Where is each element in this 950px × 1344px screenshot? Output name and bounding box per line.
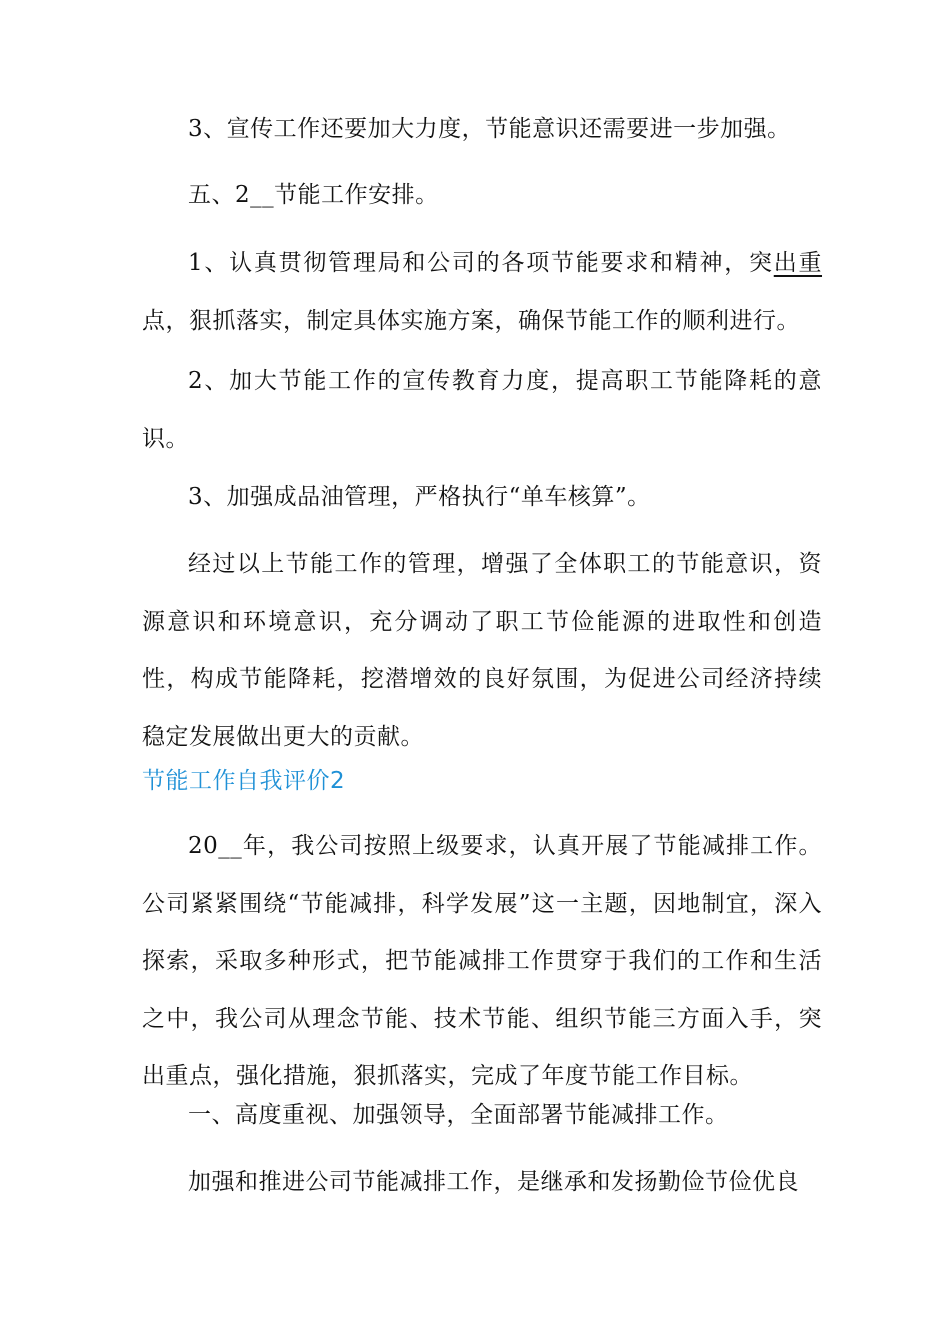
paragraph-section-five-title: 五、2__节能工作安排。 bbox=[188, 182, 439, 208]
section-heading: 节能工作自我评价2 bbox=[142, 768, 346, 794]
underlined-text: 出重 bbox=[773, 250, 823, 276]
paragraph-publicity: 3、宣传工作还要加大力度，节能意识还需要进一步加强。 bbox=[188, 116, 791, 142]
paragraph-arrangement-1-start: 1、认真贯彻管理局和公司的各项节能要求和精神，突 bbox=[188, 250, 774, 276]
paragraph-section-one-title: 一、高度重视、加强领导，全面部署节能减排工作。 bbox=[188, 1102, 729, 1128]
paragraph-arrangement-3: 3、加强成品油管理，严格执行“单车核算”。 bbox=[188, 484, 651, 510]
paragraph-strengthen: 加强和推进公司节能减排工作，是继承和发扬勤俭节俭优良 bbox=[188, 1169, 799, 1195]
paragraph-intro: 20__年，我公司按照上级要求，认真开展了节能减排工作。公司紧紧围绕“节能减排，科学发展”这一主题，因地制宜，深入探索，采取多种形式，把节能减排工作贯穿于我们的工作和生活之中，我公司从理念节能、技术节能、组织节能三方面入手，突出重点，强化措施，狠抓落实，完成了年度节能工作目标。 bbox=[142, 833, 822, 1089]
paragraph-arrangement-2: 2、加大节能工作的宣传教育力度，提高职工节能降耗的意识。 bbox=[142, 368, 822, 452]
paragraph-arrangement-1 bbox=[142, 235, 822, 350]
paragraph-summary: 经过以上节能工作的管理，增强了全体职工的节能意识，资源意识和环境意识，充分调动了职工节俭能源的进取性和创造性，构成节能降耗，挖潜增效的良好氛围，为促进公司经济持续稳定发展做出更大的贡献。 bbox=[142, 551, 822, 750]
paragraph-arrangement-1-end: 点，狠抓落实，制定具体实施方案，确保节能工作的顺利进行。 bbox=[142, 307, 800, 334]
